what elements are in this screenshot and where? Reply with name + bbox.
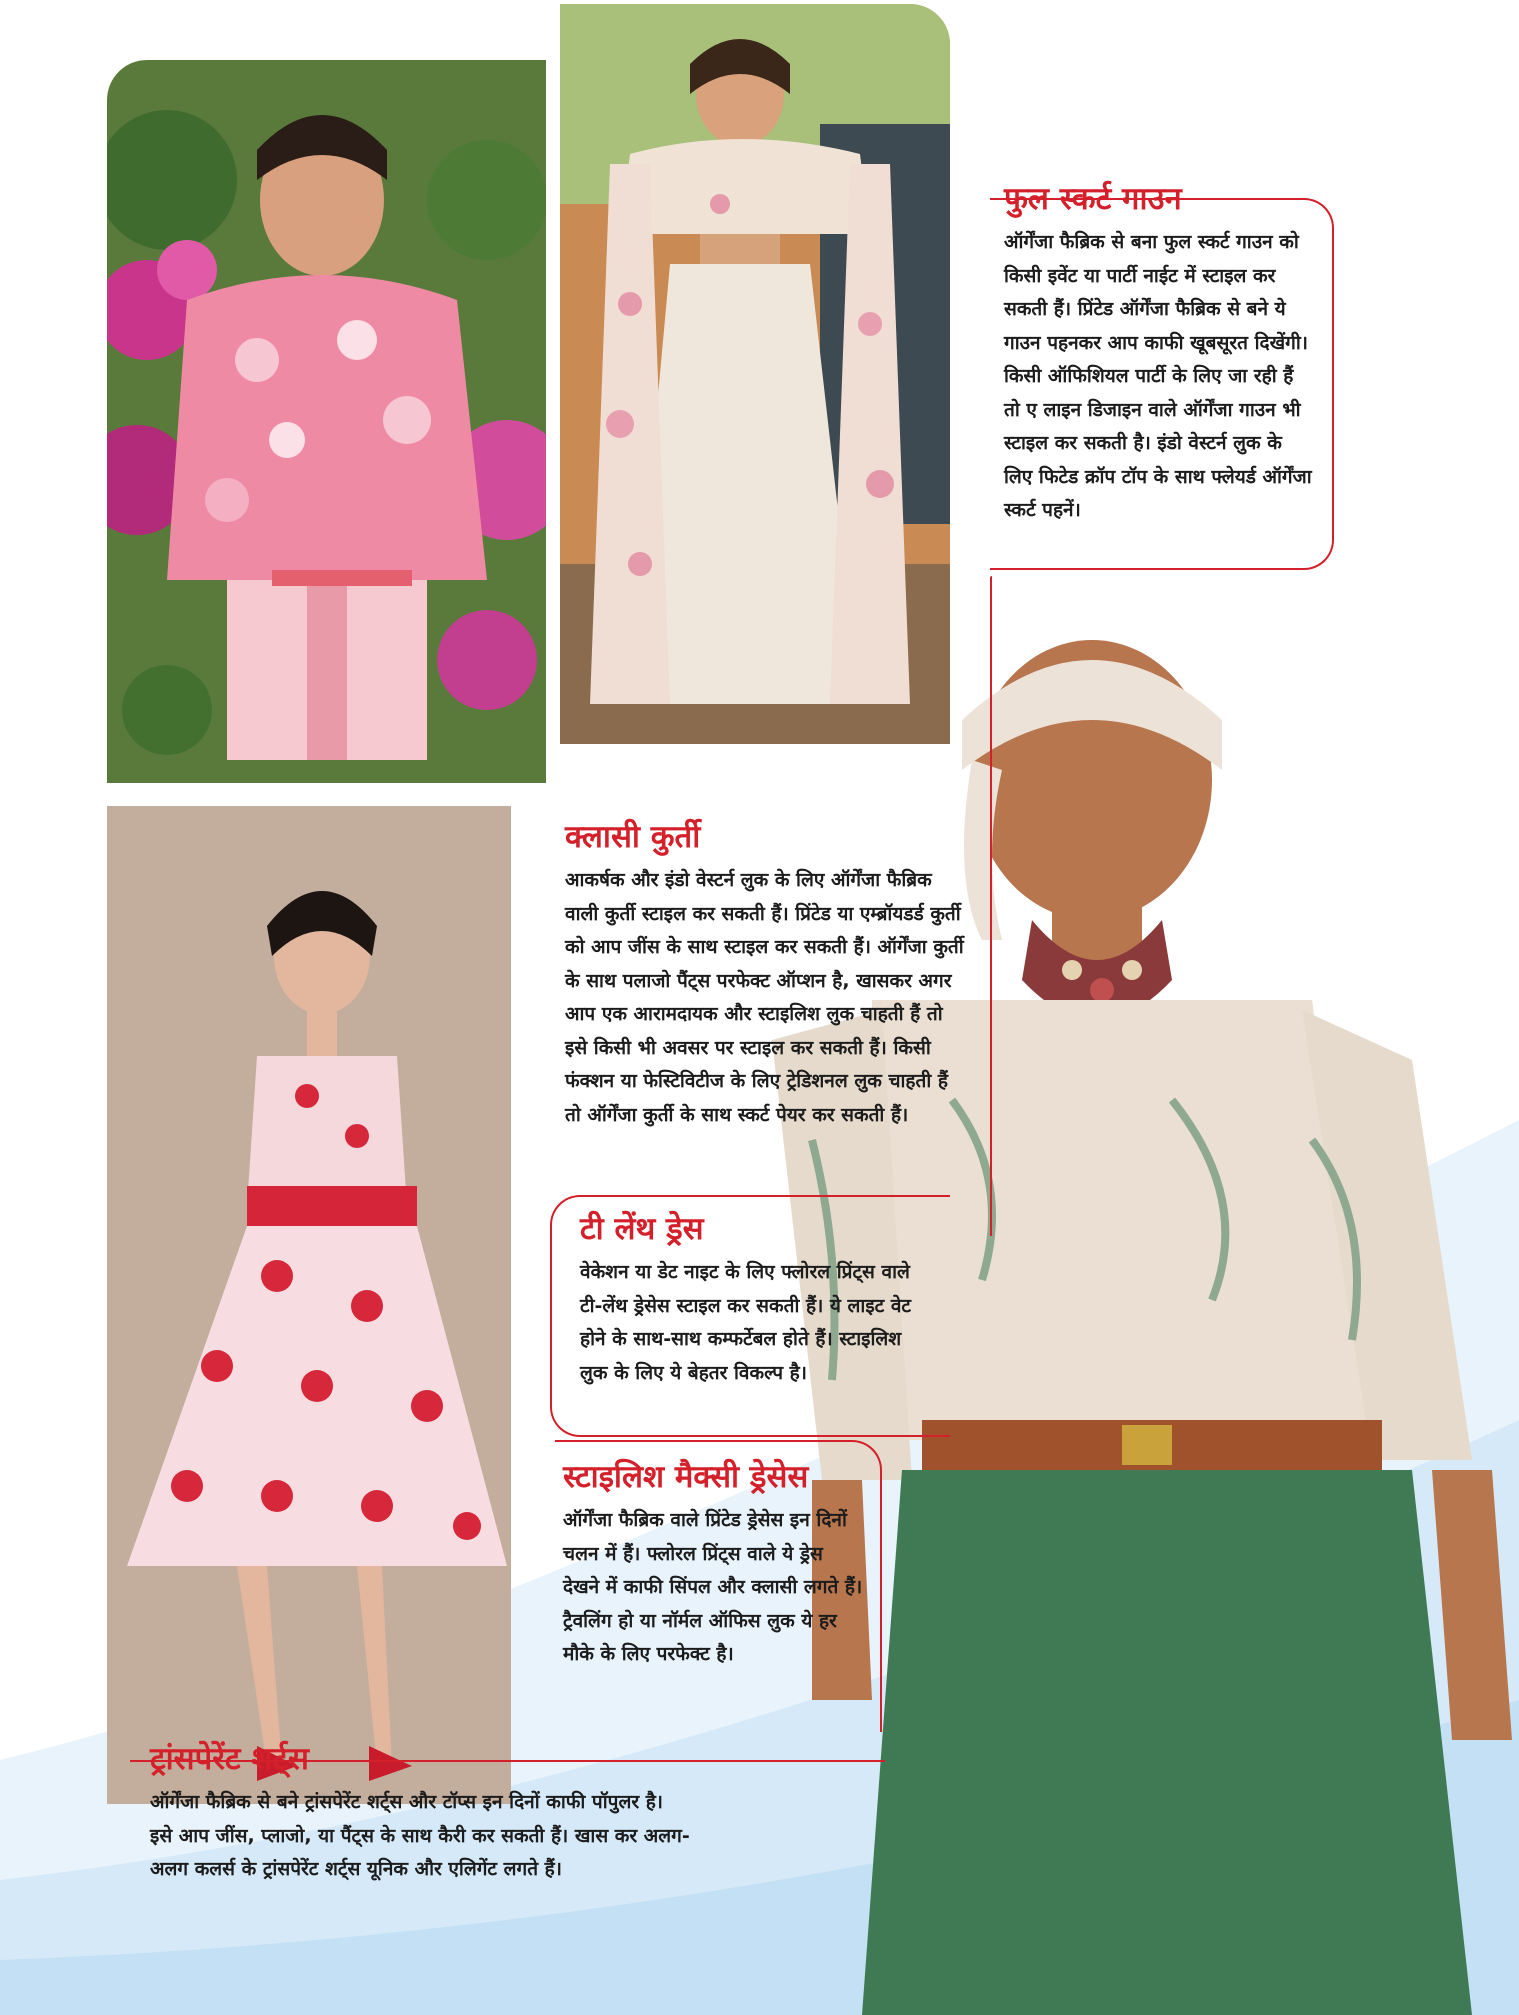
photo-polka-dot-dress — [107, 806, 511, 1804]
heading-transparent-shirts: ट्रांसपेरेंट शर्ट्स — [150, 1741, 309, 1777]
heading-full-skirt-gown: फुल स्कर्ट गाउन — [1004, 181, 1182, 217]
section-classy-kurti — [565, 818, 970, 1132]
section-stylish-maxi-dresses — [563, 1458, 863, 1672]
heading-stylish-maxi-dresses: स्टाइलिश मैक्सी ड्रेसेस — [563, 1459, 809, 1495]
heading-tea-length-dress: टी लेंथ ड्रेस — [580, 1211, 704, 1247]
section-tea-length-dress — [580, 1210, 925, 1390]
heading-classy-kurti: क्लासी कुर्ती — [565, 819, 701, 855]
section-full-skirt-gown — [1004, 180, 1314, 528]
section-transparent-shirts — [150, 1740, 690, 1887]
body-tea-length-dress: वेकेशन या डेट नाइट के लिए फ्लोरल प्रिंट्स वाले टी-लेंथ ड्रेसेस स्टाइल कर सकती हैं। ये लाइट वेट होने के साथ-साथ कम्फर्टेबल होते हैं। स्टाइलिश लुक के लिए ये बेहतर विकल्प है। — [580, 1261, 911, 1384]
photo-pink-floral-jacket — [107, 60, 546, 783]
body-classy-kurti: आकर्षक और इंडो वेस्टर्न लुक के लिए ऑर्गेंजा फैब्रिक वाली कुर्ती स्टाइल कर सकती हैं। प्रिंटेड या एम्ब्रॉयडर्ड कुर्ती को आप जींस के साथ स्टाइल कर सकती हैं। ऑर्गेंजा कुर्ती के साथ पलाजो पैंट्स परफेक्ट ऑप्शन है, खासकर अगर आप एक आरामदायक और स्टाइलिश लुक चाहती हैं तो इसे किसी भी अवसर पर स्टाइल कर सकती हैं। किसी फंक्शन या फेस्टिविटीज के लिए ट्रेडिशनल लुक चाहती हैं तो ऑर्गेंजा कुर्ती के साथ स्कर्ट पेयर कर सकती हैं। — [565, 869, 964, 1126]
body-stylish-maxi-dresses: ऑर्गेंजा फैब्रिक वाले प्रिंटेड ड्रेसेस इन दिनों चलन में हैं। फ्लोरल प्रिंट्स वाले ये ड्रेस देखने में काफी सिंपल और क्लासी लगते हैं। ट्रैवलिंग हो या नॉर्मल ऑफिस लुक ये हर मौके के लिए परफेक्ट है। — [563, 1509, 863, 1665]
body-transparent-shirts: ऑर्गेंजा फैब्रिक से बने ट्रांसपेरेंट शर्ट्स और टॉप्स इन दिनों काफी पॉपुलर है। इसे आप जींस, प्लाजो, या पैंट्स के साथ कैरी कर सकती हैं। खास कर अलग-अलग कलर्स के ट्रांसपेरेंट शर्ट्स यूनिक और एलिगेंट लगते हैं। — [150, 1791, 690, 1880]
body-full-skirt-gown: ऑर्गेंजा फैब्रिक से बना फुल स्कर्ट गाउन को किसी इवेंट या पार्टी नाईट में स्टाइल कर सकती हैं। प्रिंटेड ऑर्गेंजा फैब्रिक से बने ये गाउन पहनकर आप काफी खूबसूरत दिखेंगी। किसी ऑफिशियल पार्टी के लिए जा रही हैं तो ए लाइन डिजाइन वाले ऑर्गेंजा गाउन भी स्टाइल कर सकती है। इंडो वेस्टर्न लुक के लिए फिटेड क्रॉप टॉप के साथ फ्लेयर्ड ऑर्गेंजा स्कर्ट पहनें। — [1004, 231, 1312, 521]
